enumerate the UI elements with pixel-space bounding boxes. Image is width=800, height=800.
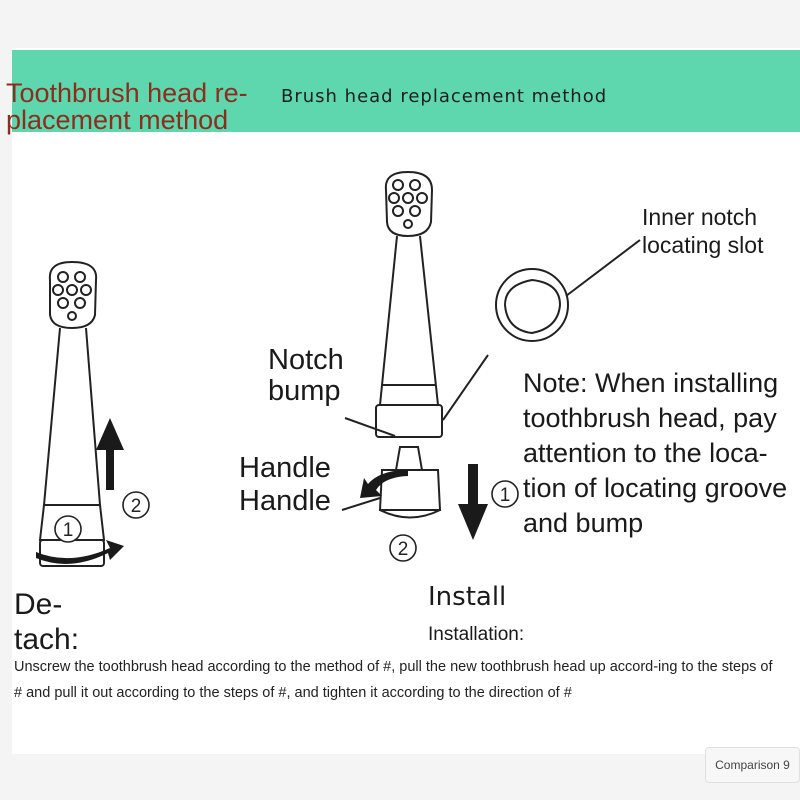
step-2-label-left: 2: [130, 496, 142, 517]
arrow-down-icon: [458, 464, 488, 540]
inner-notch-label: Inner notch locating slot: [642, 204, 764, 258]
handle-label: Handle Handle: [239, 452, 331, 517]
overlay-title: Toothbrush head re-placement method: [6, 78, 248, 135]
notch-bump-label: Notch bump: [268, 344, 344, 407]
step-1-label-left: 1: [62, 520, 74, 541]
installation-note: Note: When installing toothbrush head, pay attention to the loca-tion of locating groove and bump: [523, 368, 788, 538]
step-1-label-center: 1: [499, 485, 511, 506]
instructions-text: Unscrew the toothbrush head according to the method of #, pull the new toothbrush head up accord-ing to the steps of # and pull it out according to the steps of #, and tighten it according to the direction of #: [14, 659, 773, 701]
comparison-button[interactable]: Comparison 9: [705, 747, 800, 783]
rotate-arrow-icon: [36, 540, 124, 564]
header-title: Brush head replacement method: [281, 86, 608, 107]
step-2-label-center: 2: [397, 539, 409, 560]
inner-notch-slot-illustration: [496, 240, 640, 341]
arrow-up-icon: [96, 418, 124, 490]
install-heading: Install: [428, 582, 507, 612]
installation-label: Installation:: [428, 624, 525, 645]
detach-label: De-tach:: [14, 588, 80, 656]
